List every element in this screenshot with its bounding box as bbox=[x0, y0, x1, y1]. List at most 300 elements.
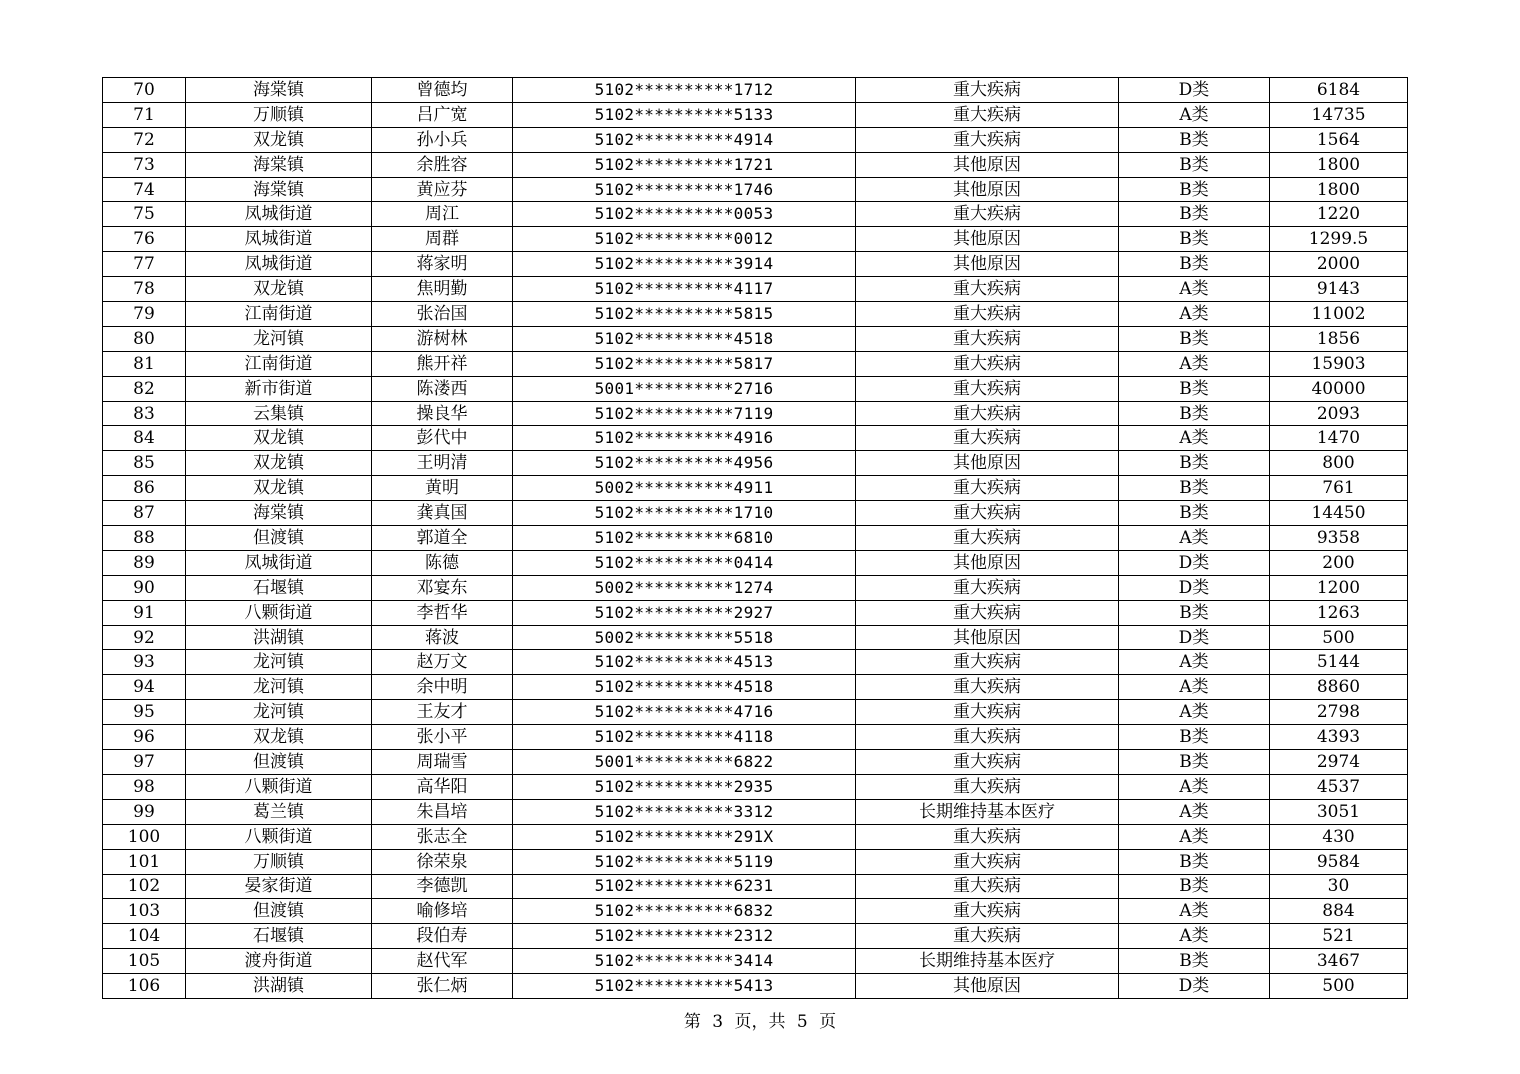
town-cell: 江南街道 bbox=[186, 302, 372, 327]
row-number-cell: 82 bbox=[103, 376, 186, 401]
amount-cell: 14450 bbox=[1270, 501, 1408, 526]
id-number-cell: 5102**********0053 bbox=[513, 202, 856, 227]
id-number-cell: 5102**********2935 bbox=[513, 774, 856, 799]
table-row bbox=[103, 824, 1408, 849]
category-cell: D类 bbox=[1119, 550, 1270, 575]
category-cell: B类 bbox=[1119, 600, 1270, 625]
name-cell: 余中明 bbox=[372, 675, 513, 700]
table-row bbox=[103, 376, 1408, 401]
row-number-cell: 90 bbox=[103, 575, 186, 600]
row-number-cell: 101 bbox=[103, 849, 186, 874]
amount-cell: 6184 bbox=[1270, 78, 1408, 103]
id-number-cell: 5102**********4118 bbox=[513, 725, 856, 750]
category-cell: B类 bbox=[1119, 177, 1270, 202]
table-row bbox=[103, 625, 1408, 650]
category-cell: B类 bbox=[1119, 849, 1270, 874]
category-cell: A类 bbox=[1119, 675, 1270, 700]
row-number-cell: 86 bbox=[103, 476, 186, 501]
row-number-cell: 88 bbox=[103, 526, 186, 551]
row-number-cell: 92 bbox=[103, 625, 186, 650]
town-cell: 凤城街道 bbox=[186, 252, 372, 277]
category-cell: B类 bbox=[1119, 725, 1270, 750]
row-number-cell: 76 bbox=[103, 227, 186, 252]
category-cell: A类 bbox=[1119, 799, 1270, 824]
amount-cell: 30 bbox=[1270, 874, 1408, 899]
table-row bbox=[103, 700, 1408, 725]
amount-cell: 1856 bbox=[1270, 326, 1408, 351]
amount-cell: 15903 bbox=[1270, 351, 1408, 376]
table-row bbox=[103, 924, 1408, 949]
reason-cell: 其他原因 bbox=[856, 451, 1119, 476]
reason-cell: 重大疾病 bbox=[856, 924, 1119, 949]
town-cell: 石堰镇 bbox=[186, 575, 372, 600]
row-number-cell: 75 bbox=[103, 202, 186, 227]
row-number-cell: 84 bbox=[103, 426, 186, 451]
table-row bbox=[103, 650, 1408, 675]
reason-cell: 重大疾病 bbox=[856, 476, 1119, 501]
row-number-cell: 81 bbox=[103, 351, 186, 376]
name-cell: 张小平 bbox=[372, 725, 513, 750]
id-number-cell: 5102**********4716 bbox=[513, 700, 856, 725]
row-number-cell: 99 bbox=[103, 799, 186, 824]
category-cell: B类 bbox=[1119, 949, 1270, 974]
category-cell: B类 bbox=[1119, 127, 1270, 152]
amount-cell: 2974 bbox=[1270, 750, 1408, 775]
id-number-cell: 5102**********1712 bbox=[513, 78, 856, 103]
table-row bbox=[103, 127, 1408, 152]
town-cell: 八颗街道 bbox=[186, 824, 372, 849]
reason-cell: 重大疾病 bbox=[856, 127, 1119, 152]
row-number-cell: 94 bbox=[103, 675, 186, 700]
reason-cell: 其他原因 bbox=[856, 974, 1119, 999]
name-cell: 邓宴东 bbox=[372, 575, 513, 600]
category-cell: B类 bbox=[1119, 252, 1270, 277]
name-cell: 李哲华 bbox=[372, 600, 513, 625]
amount-cell: 14735 bbox=[1270, 102, 1408, 127]
town-cell: 江南街道 bbox=[186, 351, 372, 376]
amount-cell: 11002 bbox=[1270, 302, 1408, 327]
row-number-cell: 74 bbox=[103, 177, 186, 202]
town-cell: 八颗街道 bbox=[186, 600, 372, 625]
reason-cell: 重大疾病 bbox=[856, 874, 1119, 899]
category-cell: A类 bbox=[1119, 650, 1270, 675]
reason-cell: 重大疾病 bbox=[856, 675, 1119, 700]
table-row bbox=[103, 476, 1408, 501]
name-cell: 黄明 bbox=[372, 476, 513, 501]
id-number-cell: 5102**********4956 bbox=[513, 451, 856, 476]
name-cell: 王明清 bbox=[372, 451, 513, 476]
amount-cell: 8860 bbox=[1270, 675, 1408, 700]
name-cell: 游树林 bbox=[372, 326, 513, 351]
reason-cell: 重大疾病 bbox=[856, 277, 1119, 302]
name-cell: 陈德 bbox=[372, 550, 513, 575]
name-cell: 余胜容 bbox=[372, 152, 513, 177]
name-cell: 郭道全 bbox=[372, 526, 513, 551]
current-page-number: 3 bbox=[712, 1012, 724, 1032]
table-row bbox=[103, 326, 1408, 351]
town-cell: 万顺镇 bbox=[186, 102, 372, 127]
town-cell: 但渡镇 bbox=[186, 750, 372, 775]
row-number-cell: 71 bbox=[103, 102, 186, 127]
amount-cell: 2798 bbox=[1270, 700, 1408, 725]
town-cell: 葛兰镇 bbox=[186, 799, 372, 824]
amount-cell: 5144 bbox=[1270, 650, 1408, 675]
reason-cell: 长期维持基本医疗 bbox=[856, 799, 1119, 824]
row-number-cell: 70 bbox=[103, 78, 186, 103]
table-row bbox=[103, 799, 1408, 824]
row-number-cell: 83 bbox=[103, 401, 186, 426]
table-row bbox=[103, 252, 1408, 277]
category-cell: B类 bbox=[1119, 501, 1270, 526]
footer-middle: 页，共 bbox=[734, 1012, 786, 1032]
amount-cell: 4393 bbox=[1270, 725, 1408, 750]
id-number-cell: 5102**********0414 bbox=[513, 550, 856, 575]
town-cell: 海棠镇 bbox=[186, 78, 372, 103]
town-cell: 海棠镇 bbox=[186, 177, 372, 202]
reason-cell: 重大疾病 bbox=[856, 501, 1119, 526]
amount-cell: 1800 bbox=[1270, 177, 1408, 202]
footer-prefix: 第 bbox=[683, 1012, 701, 1032]
id-number-cell: 5102**********5413 bbox=[513, 974, 856, 999]
id-number-cell: 5102**********3312 bbox=[513, 799, 856, 824]
amount-cell: 1200 bbox=[1270, 575, 1408, 600]
id-number-cell: 5102**********1721 bbox=[513, 152, 856, 177]
table-row bbox=[103, 874, 1408, 899]
row-number-cell: 105 bbox=[103, 949, 186, 974]
town-cell: 云集镇 bbox=[186, 401, 372, 426]
category-cell: A类 bbox=[1119, 924, 1270, 949]
name-cell: 蒋家明 bbox=[372, 252, 513, 277]
amount-cell: 1220 bbox=[1270, 202, 1408, 227]
category-cell: A类 bbox=[1119, 526, 1270, 551]
table-row bbox=[103, 526, 1408, 551]
category-cell: B类 bbox=[1119, 401, 1270, 426]
row-number-cell: 77 bbox=[103, 252, 186, 277]
reason-cell: 重大疾病 bbox=[856, 700, 1119, 725]
table-row bbox=[103, 401, 1408, 426]
id-number-cell: 5001**********2716 bbox=[513, 376, 856, 401]
amount-cell: 9143 bbox=[1270, 277, 1408, 302]
table-row bbox=[103, 899, 1408, 924]
amount-cell: 1564 bbox=[1270, 127, 1408, 152]
table-row bbox=[103, 774, 1408, 799]
town-cell: 龙河镇 bbox=[186, 650, 372, 675]
town-cell: 但渡镇 bbox=[186, 899, 372, 924]
id-number-cell: 5102**********5815 bbox=[513, 302, 856, 327]
category-cell: A类 bbox=[1119, 277, 1270, 302]
town-cell: 晏家街道 bbox=[186, 874, 372, 899]
town-cell: 龙河镇 bbox=[186, 700, 372, 725]
name-cell: 赵万文 bbox=[372, 650, 513, 675]
amount-cell: 1299.5 bbox=[1270, 227, 1408, 252]
name-cell: 周群 bbox=[372, 227, 513, 252]
table-row bbox=[103, 974, 1408, 999]
row-number-cell: 79 bbox=[103, 302, 186, 327]
name-cell: 张仁炳 bbox=[372, 974, 513, 999]
amount-cell: 200 bbox=[1270, 550, 1408, 575]
reason-cell: 重大疾病 bbox=[856, 326, 1119, 351]
table-body bbox=[103, 78, 1408, 999]
id-number-cell: 5102**********291X bbox=[513, 824, 856, 849]
category-cell: B类 bbox=[1119, 750, 1270, 775]
town-cell: 洪湖镇 bbox=[186, 974, 372, 999]
id-number-cell: 5002**********5518 bbox=[513, 625, 856, 650]
id-number-cell: 5102**********6810 bbox=[513, 526, 856, 551]
id-number-cell: 5001**********6822 bbox=[513, 750, 856, 775]
id-number-cell: 5102**********0012 bbox=[513, 227, 856, 252]
amount-cell: 521 bbox=[1270, 924, 1408, 949]
table-row bbox=[103, 202, 1408, 227]
category-cell: A类 bbox=[1119, 426, 1270, 451]
amount-cell: 3051 bbox=[1270, 799, 1408, 824]
table-row bbox=[103, 277, 1408, 302]
reason-cell: 重大疾病 bbox=[856, 849, 1119, 874]
total-pages-number: 5 bbox=[796, 1012, 808, 1032]
category-cell: D类 bbox=[1119, 575, 1270, 600]
town-cell: 渡舟街道 bbox=[186, 949, 372, 974]
name-cell: 段伯寿 bbox=[372, 924, 513, 949]
amount-cell: 4537 bbox=[1270, 774, 1408, 799]
reason-cell: 重大疾病 bbox=[856, 426, 1119, 451]
assistance-records-table bbox=[102, 77, 1408, 999]
category-cell: A类 bbox=[1119, 700, 1270, 725]
category-cell: A类 bbox=[1119, 302, 1270, 327]
town-cell: 但渡镇 bbox=[186, 526, 372, 551]
name-cell: 李德凯 bbox=[372, 874, 513, 899]
row-number-cell: 91 bbox=[103, 600, 186, 625]
town-cell: 凤城街道 bbox=[186, 202, 372, 227]
reason-cell: 重大疾病 bbox=[856, 376, 1119, 401]
row-number-cell: 98 bbox=[103, 774, 186, 799]
category-cell: D类 bbox=[1119, 78, 1270, 103]
town-cell: 海棠镇 bbox=[186, 501, 372, 526]
reason-cell: 重大疾病 bbox=[856, 600, 1119, 625]
amount-cell: 2093 bbox=[1270, 401, 1408, 426]
amount-cell: 40000 bbox=[1270, 376, 1408, 401]
amount-cell: 761 bbox=[1270, 476, 1408, 501]
reason-cell: 重大疾病 bbox=[856, 351, 1119, 376]
category-cell: A类 bbox=[1119, 824, 1270, 849]
town-cell: 石堰镇 bbox=[186, 924, 372, 949]
amount-cell: 3467 bbox=[1270, 949, 1408, 974]
row-number-cell: 100 bbox=[103, 824, 186, 849]
id-number-cell: 5102**********1746 bbox=[513, 177, 856, 202]
town-cell: 凤城街道 bbox=[186, 550, 372, 575]
id-number-cell: 5102**********7119 bbox=[513, 401, 856, 426]
row-number-cell: 89 bbox=[103, 550, 186, 575]
row-number-cell: 97 bbox=[103, 750, 186, 775]
reason-cell: 重大疾病 bbox=[856, 302, 1119, 327]
table-row bbox=[103, 152, 1408, 177]
id-number-cell: 5102**********1710 bbox=[513, 501, 856, 526]
row-number-cell: 80 bbox=[103, 326, 186, 351]
town-cell: 双龙镇 bbox=[186, 476, 372, 501]
id-number-cell: 5102**********4518 bbox=[513, 326, 856, 351]
category-cell: A类 bbox=[1119, 102, 1270, 127]
reason-cell: 重大疾病 bbox=[856, 774, 1119, 799]
id-number-cell: 5102**********4916 bbox=[513, 426, 856, 451]
category-cell: B类 bbox=[1119, 376, 1270, 401]
id-number-cell: 5102**********4518 bbox=[513, 675, 856, 700]
row-number-cell: 87 bbox=[103, 501, 186, 526]
table-row bbox=[103, 78, 1408, 103]
reason-cell: 长期维持基本医疗 bbox=[856, 949, 1119, 974]
reason-cell: 重大疾病 bbox=[856, 202, 1119, 227]
category-cell: D类 bbox=[1119, 625, 1270, 650]
table-row bbox=[103, 227, 1408, 252]
category-cell: A类 bbox=[1119, 899, 1270, 924]
name-cell: 黄应芬 bbox=[372, 177, 513, 202]
name-cell: 龚真国 bbox=[372, 501, 513, 526]
id-number-cell: 5102**********6231 bbox=[513, 874, 856, 899]
id-number-cell: 5102**********2312 bbox=[513, 924, 856, 949]
id-number-cell: 5002**********4911 bbox=[513, 476, 856, 501]
row-number-cell: 72 bbox=[103, 127, 186, 152]
table-row bbox=[103, 849, 1408, 874]
reason-cell: 其他原因 bbox=[856, 227, 1119, 252]
town-cell: 八颗街道 bbox=[186, 774, 372, 799]
table-row bbox=[103, 949, 1408, 974]
town-cell: 海棠镇 bbox=[186, 152, 372, 177]
town-cell: 万顺镇 bbox=[186, 849, 372, 874]
category-cell: A类 bbox=[1119, 351, 1270, 376]
table-row bbox=[103, 550, 1408, 575]
reason-cell: 重大疾病 bbox=[856, 78, 1119, 103]
id-number-cell: 5102**********4513 bbox=[513, 650, 856, 675]
town-cell: 双龙镇 bbox=[186, 127, 372, 152]
row-number-cell: 95 bbox=[103, 700, 186, 725]
reason-cell: 重大疾病 bbox=[856, 102, 1119, 127]
name-cell: 周江 bbox=[372, 202, 513, 227]
table-row bbox=[103, 177, 1408, 202]
amount-cell: 1800 bbox=[1270, 152, 1408, 177]
row-number-cell: 104 bbox=[103, 924, 186, 949]
town-cell: 双龙镇 bbox=[186, 451, 372, 476]
table-row bbox=[103, 426, 1408, 451]
row-number-cell: 96 bbox=[103, 725, 186, 750]
reason-cell: 重大疾病 bbox=[856, 401, 1119, 426]
name-cell: 朱昌培 bbox=[372, 799, 513, 824]
table-row bbox=[103, 351, 1408, 376]
category-cell: B类 bbox=[1119, 202, 1270, 227]
name-cell: 王友才 bbox=[372, 700, 513, 725]
name-cell: 吕广宽 bbox=[372, 102, 513, 127]
name-cell: 徐荣泉 bbox=[372, 849, 513, 874]
table-row bbox=[103, 575, 1408, 600]
reason-cell: 重大疾病 bbox=[856, 725, 1119, 750]
table-row bbox=[103, 102, 1408, 127]
row-number-cell: 103 bbox=[103, 899, 186, 924]
name-cell: 陈溇西 bbox=[372, 376, 513, 401]
town-cell: 龙河镇 bbox=[186, 675, 372, 700]
amount-cell: 1470 bbox=[1270, 426, 1408, 451]
reason-cell: 重大疾病 bbox=[856, 575, 1119, 600]
page-footer bbox=[0, 1011, 1520, 1033]
reason-cell: 重大疾病 bbox=[856, 750, 1119, 775]
amount-cell: 1263 bbox=[1270, 600, 1408, 625]
name-cell: 喻修培 bbox=[372, 899, 513, 924]
row-number-cell: 106 bbox=[103, 974, 186, 999]
id-number-cell: 5102**********5119 bbox=[513, 849, 856, 874]
reason-cell: 其他原因 bbox=[856, 550, 1119, 575]
id-number-cell: 5102**********2927 bbox=[513, 600, 856, 625]
id-number-cell: 5102**********4914 bbox=[513, 127, 856, 152]
category-cell: B类 bbox=[1119, 874, 1270, 899]
row-number-cell: 78 bbox=[103, 277, 186, 302]
amount-cell: 884 bbox=[1270, 899, 1408, 924]
amount-cell: 500 bbox=[1270, 974, 1408, 999]
reason-cell: 重大疾病 bbox=[856, 650, 1119, 675]
category-cell: D类 bbox=[1119, 974, 1270, 999]
table-row bbox=[103, 675, 1408, 700]
name-cell: 高华阳 bbox=[372, 774, 513, 799]
name-cell: 周瑞雪 bbox=[372, 750, 513, 775]
id-number-cell: 5102**********4117 bbox=[513, 277, 856, 302]
amount-cell: 9584 bbox=[1270, 849, 1408, 874]
name-cell: 操良华 bbox=[372, 401, 513, 426]
town-cell: 双龙镇 bbox=[186, 725, 372, 750]
category-cell: B类 bbox=[1119, 326, 1270, 351]
row-number-cell: 85 bbox=[103, 451, 186, 476]
amount-cell: 800 bbox=[1270, 451, 1408, 476]
table-row bbox=[103, 501, 1408, 526]
row-number-cell: 93 bbox=[103, 650, 186, 675]
reason-cell: 其他原因 bbox=[856, 252, 1119, 277]
category-cell: B类 bbox=[1119, 227, 1270, 252]
category-cell: B类 bbox=[1119, 476, 1270, 501]
category-cell: B类 bbox=[1119, 152, 1270, 177]
id-number-cell: 5102**********5133 bbox=[513, 102, 856, 127]
amount-cell: 9358 bbox=[1270, 526, 1408, 551]
reason-cell: 重大疾病 bbox=[856, 526, 1119, 551]
category-cell: A类 bbox=[1119, 774, 1270, 799]
name-cell: 蒋波 bbox=[372, 625, 513, 650]
town-cell: 双龙镇 bbox=[186, 277, 372, 302]
name-cell: 张治国 bbox=[372, 302, 513, 327]
id-number-cell: 5102**********6832 bbox=[513, 899, 856, 924]
reason-cell: 其他原因 bbox=[856, 625, 1119, 650]
reason-cell: 重大疾病 bbox=[856, 824, 1119, 849]
table-row bbox=[103, 750, 1408, 775]
town-cell: 凤城街道 bbox=[186, 227, 372, 252]
name-cell: 张志全 bbox=[372, 824, 513, 849]
table-row bbox=[103, 725, 1408, 750]
amount-cell: 500 bbox=[1270, 625, 1408, 650]
id-number-cell: 5102**********3414 bbox=[513, 949, 856, 974]
id-number-cell: 5102**********5817 bbox=[513, 351, 856, 376]
table-row bbox=[103, 451, 1408, 476]
reason-cell: 其他原因 bbox=[856, 177, 1119, 202]
row-number-cell: 73 bbox=[103, 152, 186, 177]
row-number-cell: 102 bbox=[103, 874, 186, 899]
table-row bbox=[103, 302, 1408, 327]
name-cell: 彭代中 bbox=[372, 426, 513, 451]
id-number-cell: 5002**********1274 bbox=[513, 575, 856, 600]
reason-cell: 其他原因 bbox=[856, 152, 1119, 177]
reason-cell: 重大疾病 bbox=[856, 899, 1119, 924]
amount-cell: 430 bbox=[1270, 824, 1408, 849]
footer-suffix: 页 bbox=[819, 1012, 837, 1032]
name-cell: 熊开祥 bbox=[372, 351, 513, 376]
town-cell: 双龙镇 bbox=[186, 426, 372, 451]
table-row bbox=[103, 600, 1408, 625]
category-cell: B类 bbox=[1119, 451, 1270, 476]
name-cell: 孙小兵 bbox=[372, 127, 513, 152]
name-cell: 赵代军 bbox=[372, 949, 513, 974]
amount-cell: 2000 bbox=[1270, 252, 1408, 277]
name-cell: 焦明勤 bbox=[372, 277, 513, 302]
name-cell: 曾德均 bbox=[372, 78, 513, 103]
